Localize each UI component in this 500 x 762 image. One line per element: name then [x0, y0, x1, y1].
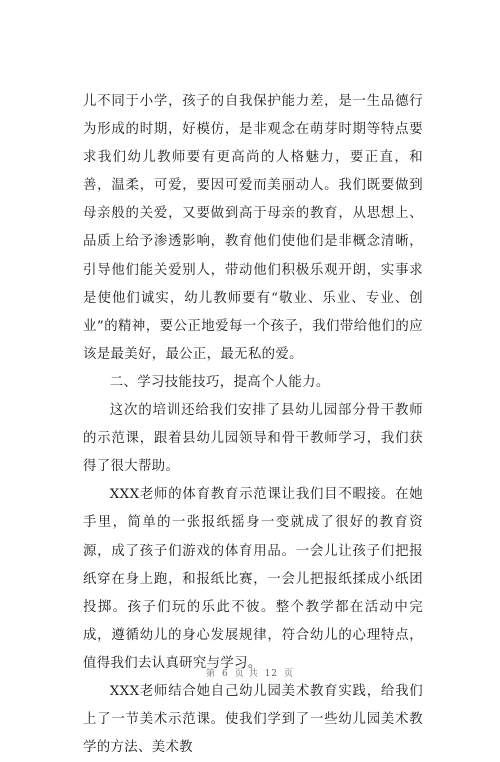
paragraph: XXX老师的体育教育示范课让我们目不暇接。在她手里，简单的一张报纸摇身一变就成了很好的教育资源，成了孩子们游戏的体育用品。一会儿让孩子们把报纸穿在身上跑，和报纸比赛，一会儿把报纸揉成小纸团投掷。孩子们玩的乐此不彼。整个教学都在活动中完成，遵循幼儿的身心发展规律，符合幼儿的心理特点，值得我们去认真研究与学习。	[83, 487, 423, 671]
paragraph: 这次的培训还给我们安排了县幼儿园部分骨干教师的示范课，跟着县幼儿园领导和骨干教师学习，我们获得了很大帮助。	[83, 403, 423, 475]
section-heading: 二、学习技能技巧，提高个人能力。	[109, 374, 330, 390]
paragraph-continued: 儿不同于小学，孩子的自我保护能力差，是一生品德行为形成的时期，好模仿，是非观念在萌芽时期等特点要求我们幼儿教师要有更高尚的人格魅力，要正直，和善，温柔，可爱，要因可爱而美丽动人。我们既要做到母亲般的关爱，又要做到高于母亲的教育，从思想上、品质上给予渗透影响，教育他们使他们是非概念清晰，引导他们能关爱别人，带动他们积极乐观开朗，实事求是使他们诚实，幼儿教师要有“敬业、乐业、专业、创业”的精神，要公正地爱每一个孩子，我们带给他们的应该是最美好，最公正，最无私的爱。	[83, 94, 423, 362]
footer-current-page: 6	[221, 669, 229, 679]
paragraph: XXX老师结合她自己幼儿园美术教育实践，给我们上了一节美术示范课。使我们学到了一些幼儿园美术教学的方法、美术教	[83, 683, 423, 756]
page-footer	[0, 666, 500, 679]
footer-of-label: 页 共	[234, 669, 259, 679]
footer-end-label: 页	[284, 669, 295, 679]
footer-total-pages: 12	[264, 669, 279, 679]
footer-page-label: 第	[205, 669, 216, 679]
document-body	[83, 88, 423, 762]
